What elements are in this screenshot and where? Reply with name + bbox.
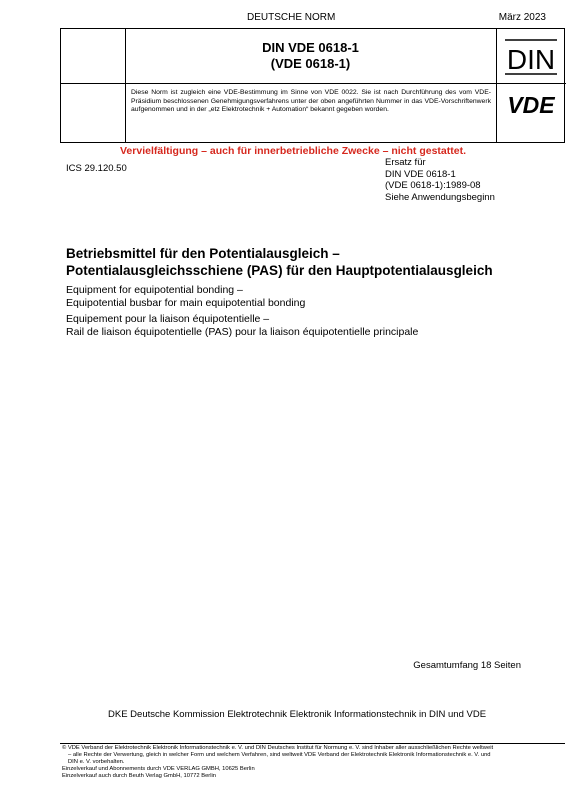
replaced-standard-date: (VDE 0618-1):1989-08: [385, 180, 481, 191]
replaced-standard: DIN VDE 0618-1: [385, 168, 456, 180]
copyright-line2: – alle Rechte der Verwertung, gleich in welcher Form und welchem Verfahren, sind weltweit VDE Verband der Elektrotechnik Elektronik Informationstechnik e. V. und: [68, 752, 491, 759]
vde-notice: Diese Norm ist zugleich eine VDE-Bestimmung im Sinne von VDE 0022. Sie ist nach Durchführung des vom VDE-Präsidium beschlossenen Genehmigungsverfahrens unter der oben angeführten Nummer in das VDE-Vorschriftenwerk aufgenommen und in der „etz Elektrotechnik + Automation“ bekannt gegeben worden.: [131, 89, 491, 114]
issue-date: März 2023: [498, 12, 546, 23]
footer-rule: [60, 743, 565, 744]
document-number-vde: (VDE 0618-1): [270, 56, 351, 71]
title-english-line2: Equipotential busbar for main equipotential bonding: [66, 296, 306, 309]
din-logo: [503, 37, 559, 77]
ics-code: ICS 29.120.50: [66, 163, 127, 174]
title-german: [66, 245, 493, 279]
sales-line2: Einzelverkauf auch durch Beuth Verlag GmbH, 10772 Berlin: [62, 773, 217, 780]
header-frame: [60, 28, 565, 143]
total-pages: Gesamtumfang 18 Seiten: [413, 660, 521, 671]
copyright-line3: DIN e. V. vorbehalten.: [68, 759, 125, 766]
title-french: [66, 313, 418, 338]
din-logo-text: DIN: [506, 44, 556, 75]
validity-note: Siehe Anwendungsbeginn: [385, 191, 495, 203]
committee-name: DKE Deutsche Kommission Elektrotechnik Elektronik Informationstechnik in DIN und VDE: [108, 709, 487, 720]
footer: [62, 745, 562, 780]
replacement-label: Ersatz für: [385, 157, 426, 168]
title-english-line1: Equipment for equipotential bonding –: [66, 284, 243, 296]
copyright-line1: © VDE Verband der Elektrotechnik Elektronik Informationstechnik e. V. und DIN Deutsches Institut für Normung e. V. sind Inhaber aller ausschließlichen Rechte weltweit: [62, 745, 494, 751]
title-german-line1: Betriebsmittel für den Potentialausgleich –: [66, 246, 340, 261]
vde-logo-text: VDE: [507, 92, 555, 118]
document-number-din: DIN VDE 0618-1: [262, 40, 359, 55]
title-french-line2: Rail de liaison équipotentielle (PAS) pour la liaison équipotentielle principale: [66, 325, 419, 338]
sales-line1: Einzelverkauf und Abonnements durch VDE VERLAG GMBH, 10625 Berlin: [62, 766, 255, 773]
title-french-line1: Equipement pour la liaison équipotentielle –: [66, 313, 270, 325]
replacement-info: [385, 157, 495, 203]
document-number: [125, 40, 496, 72]
norm-type-label: DEUTSCHE NORM: [247, 12, 336, 23]
vde-logo: [501, 92, 561, 118]
copy-warning: Vervielfältigung – auch für innerbetriebliche Zwecke – nicht gestattet.: [120, 145, 467, 157]
title-english: [66, 284, 305, 309]
title-german-line2: Potentialausgleichsschiene (PAS) für den Hauptpotentialausgleich: [66, 263, 493, 278]
